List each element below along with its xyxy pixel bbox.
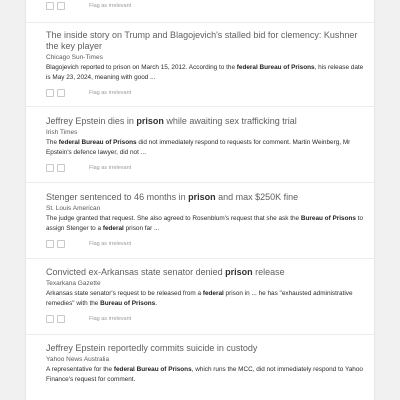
thumbs-up-icon[interactable] [46,315,54,323]
result-item [46,192,366,248]
text-segment: A representative for the [46,366,114,373]
text-segment: Arkansas state senator's request to be released from a [46,290,203,297]
divider [26,106,374,107]
result-actions [46,163,366,172]
highlighted-term: federal [102,224,124,232]
divider [26,182,374,183]
result-source: Irish Times [46,129,78,136]
thumbs-down-icon[interactable] [57,2,65,10]
text-segment: Jeffrey Epstein reportedly commits suicide in custody [46,343,258,353]
thumbs-up-icon[interactable] [46,240,54,248]
thumbs-up-icon[interactable] [46,89,54,97]
text-segment: release [252,267,285,277]
highlighted-term: federal Bureau of Prisons [236,64,315,71]
text-segment: prison in ... he has "exhausted administrative remedies" with the [46,290,353,307]
results-panel [26,0,374,400]
result-source: Texarkana Gazette [46,280,101,287]
result-source: St. Louis American [46,205,101,212]
result-item [46,116,366,172]
text-segment: to assign Stenger to a [46,215,364,232]
text-segment: and max $250K fine [215,192,299,202]
text-segment: , his release date is May 23, 2024, meaning with good ... [46,64,364,81]
result-item [46,343,366,384]
thumbs-down-icon[interactable] [57,164,65,172]
text-segment: Blagojevich reported to prison on March 15, 2012. According to the [46,64,237,71]
result-snippet [46,289,366,308]
highlighted-term: prison [225,267,253,277]
result-actions [46,88,366,97]
flag-irrelevant-link[interactable]: Flag as irrelevant [89,240,132,247]
result-item [46,267,366,323]
result-item [46,30,366,97]
result-actions [46,314,366,323]
text-segment: Convicted ex-Arkansas state senator denied [46,267,226,277]
highlighted-term: federal Bureau of Prisons [113,366,192,373]
thumbs-down-icon[interactable] [57,315,65,323]
text-segment: Stenger sentenced to 46 months in [46,192,189,202]
divider [26,258,374,259]
flag-irrelevant-link[interactable]: Flag as irrelevant [89,89,132,96]
highlighted-term: Bureau of Prisons [100,299,156,307]
text-segment: while awaiting sex trafficking trial [163,116,297,126]
divider [26,334,374,335]
highlighted-term: federal Bureau of Prisons [58,139,137,146]
result-snippet [46,138,366,157]
text-segment: The [46,139,59,146]
result-source: Yahoo News Australia [46,356,110,363]
text-segment: The inside story on Trump and Blagojevich's stalled bid for clemency: Kushner the key player [46,30,358,51]
result-title[interactable] [46,192,366,203]
result-snippet [46,63,366,82]
result-title[interactable] [46,30,366,52]
text-segment: Jeffrey Epstein dies in [46,116,137,126]
highlighted-term: Bureau of Prisons [300,215,356,222]
flag-irrelevant-link[interactable]: Flag as irrelevant [89,164,132,171]
thumbs-up-icon[interactable] [46,164,54,172]
text-segment: , which runs the MCC, did not immediately respond to Yahoo Finance's request for comment. [46,366,363,383]
result-title[interactable] [46,267,366,278]
result-title[interactable] [46,116,366,127]
thumbs-down-icon[interactable] [57,240,65,248]
result-source: Chicago Sun-Times [46,54,103,61]
highlighted-term: prison [188,192,216,202]
text-segment: did not immediately respond to requests for comment. Martin Weinberg, Mr Epstein's defence lawyer, did not ... [46,139,351,156]
result-snippet [46,214,366,233]
thumbs-down-icon[interactable] [57,89,65,97]
text-segment: . [155,299,157,307]
divider [26,22,374,23]
highlighted-term: federal [202,290,224,297]
flag-irrelevant-link[interactable]: Flag as irrelevant [89,315,132,322]
result-title[interactable] [46,343,366,354]
thumbs-up-icon[interactable] [46,2,54,10]
result-snippet [46,365,366,384]
previous-result-actions [46,0,131,11]
flag-irrelevant-link[interactable]: Flag as irrelevant [89,2,132,9]
text-segment: The judge granted that request. She also agreed to Rosenblum's request that she ask the [46,215,301,222]
result-actions [46,239,366,248]
text-segment: prison far ... [123,224,160,232]
highlighted-term: prison [136,116,164,126]
